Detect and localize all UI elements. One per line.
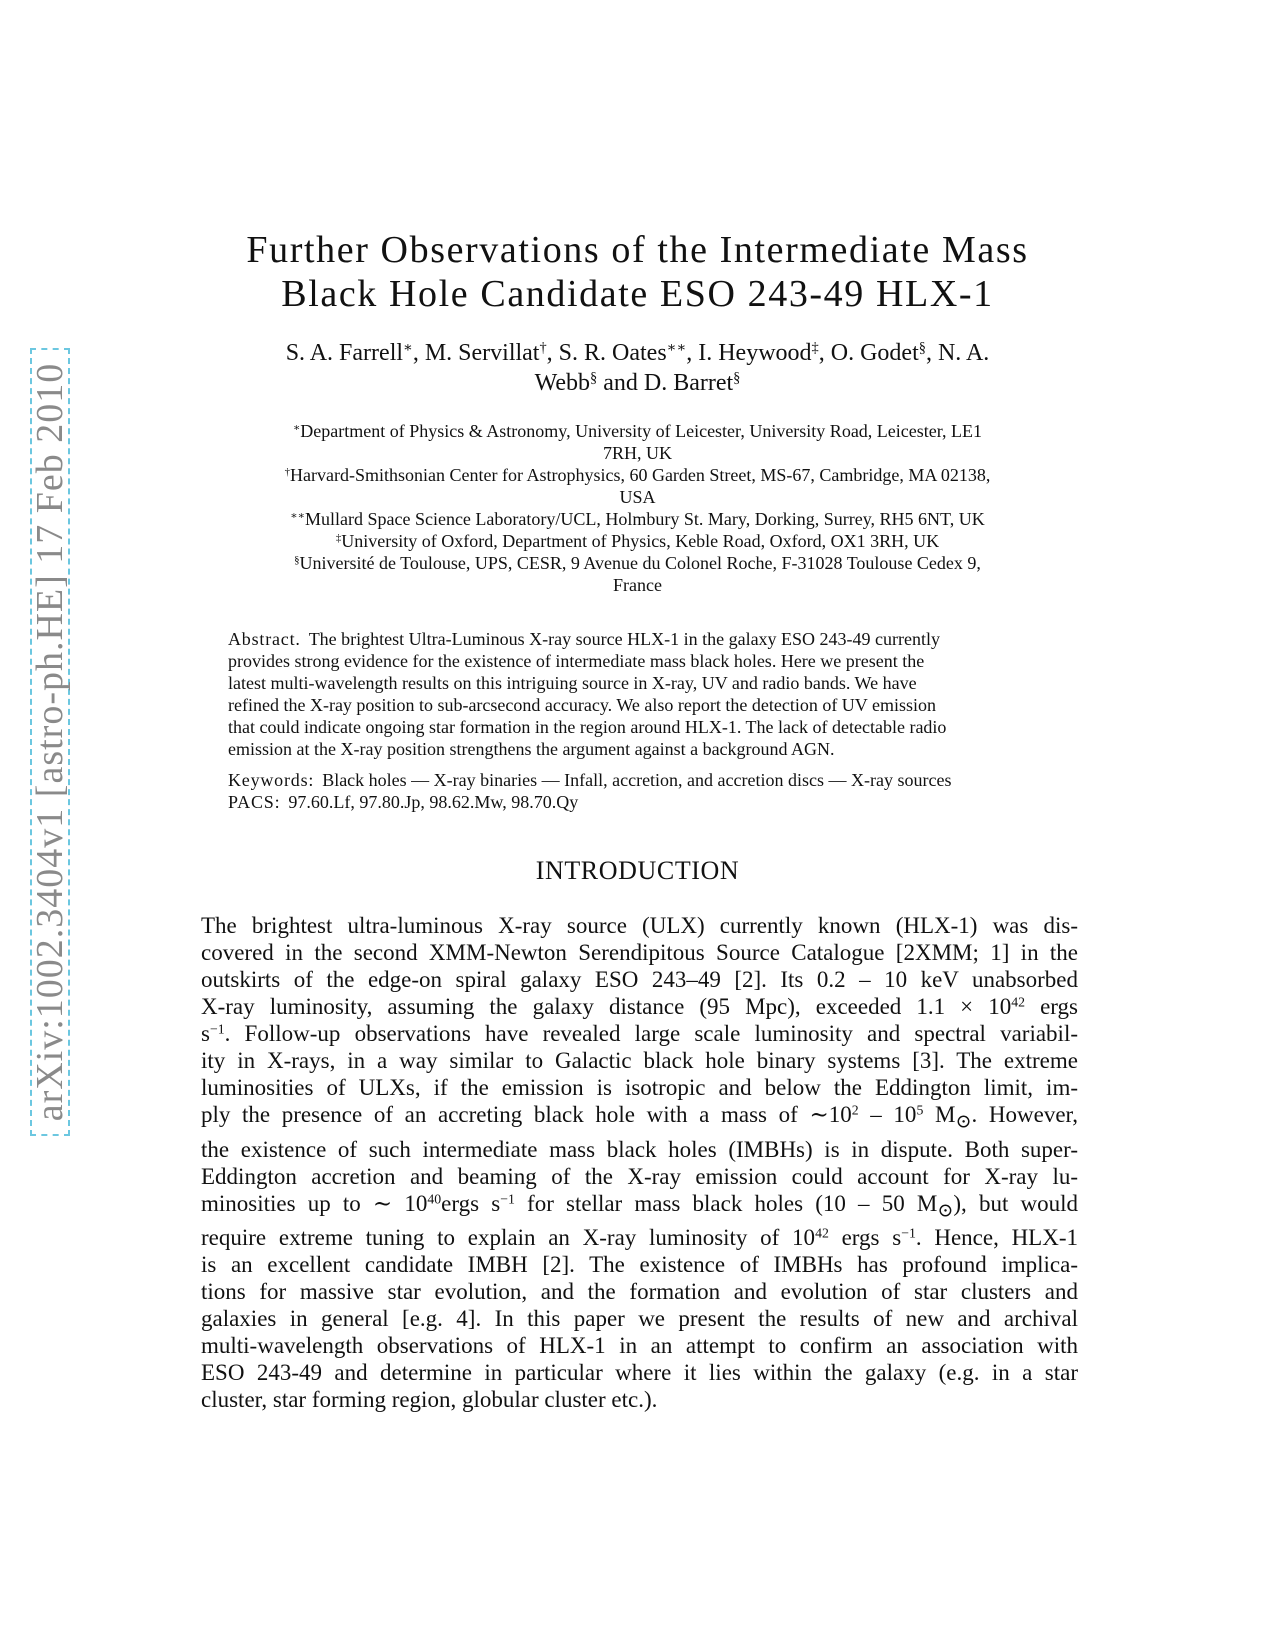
- body-text-fragment: ), but would: [953, 1190, 1078, 1216]
- affiliation-mark: †: [539, 340, 547, 357]
- body-line: The brightest ultra-luminous X-ray source (ULX) currently known (HLX-1) was dis-: [201, 913, 1078, 938]
- solar-symbol: ⊙: [937, 1200, 954, 1222]
- abstract-line: provides strong evidence for the existence of intermediate mass black holes. Here we present the: [228, 651, 925, 671]
- exponent: −1: [209, 1021, 225, 1037]
- author-line-1: [150, 338, 1125, 368]
- affiliation-mark: ∗∗: [666, 340, 687, 357]
- abstract-line: refined the X-ray position to sub-arcsecond accuracy. We also report the detection of UV emission: [228, 695, 936, 715]
- affiliation-mark: §: [918, 340, 926, 357]
- affiliation-mark: §: [590, 370, 598, 387]
- keywords-line: [228, 769, 1048, 791]
- affiliation-text: Department of Physics & Astronomy, University of Leicester, University Road, Leicester, LE1: [300, 421, 983, 441]
- keywords-text: Black holes — X-ray binaries — Infall, accretion, and accretion discs — X-ray sources: [322, 770, 952, 790]
- body-text-fragment: s: [201, 1021, 210, 1046]
- body-line: covered in the second XMM-Newton Serendipitous Source Catalogue [2XMM; 1] in the: [201, 940, 1078, 965]
- author-name: and D. Barret: [597, 370, 734, 396]
- body-line: [201, 1224, 1078, 1251]
- pacs-line: [228, 791, 1048, 813]
- affiliation-leicester-line-2: 7RH, UK: [602, 443, 672, 463]
- abstract-line: that could indicate ongoing star formation in the region around HLX-1. The lack of detectable radio: [228, 717, 947, 737]
- body-line: [201, 1190, 1078, 1225]
- author-name: , I. Heywood: [686, 340, 812, 366]
- section-heading-introduction: INTRODUCTION: [535, 856, 740, 885]
- body-line: [201, 1101, 1078, 1136]
- keywords-block: [228, 769, 1048, 813]
- exponent: 2: [851, 1102, 859, 1118]
- exponent: −1: [500, 1191, 515, 1207]
- body-text-fragment: . Hence, HLX-1: [915, 1225, 1079, 1251]
- solar-symbol: ⊙: [955, 1111, 972, 1133]
- affiliation-mullard: [200, 508, 1075, 530]
- author-name: Webb: [534, 370, 591, 396]
- author-name: , M. Servillat: [412, 340, 540, 366]
- abstract-line: latest multi-wavelength results on this intriguing source in X-ray, UV and radio bands. We have: [228, 673, 917, 693]
- body-text-fragment: M: [923, 1102, 956, 1127]
- exponent: 42: [1011, 994, 1026, 1010]
- affiliation-mark: §: [733, 370, 741, 387]
- author-name: , O. Godet: [818, 340, 919, 366]
- body-line: ESO 243-49 and determine in particular where it lies within the galaxy (e.g. in a star: [201, 1360, 1078, 1386]
- abstract-text: The brightest Ultra-Luminous X-ray source HLX-1 in the galaxy ESO 243-49 currently: [308, 629, 941, 649]
- introduction-body: [201, 912, 1078, 1413]
- affiliation-mark: ‡: [335, 532, 342, 545]
- affiliation-text: Mullard Space Science Laboratory/UCL, Holmbury St. Mary, Dorking, Surrey, RH5 6NT, UK: [304, 509, 985, 529]
- affiliation-toulouse-line-1: [200, 552, 1075, 574]
- affiliation-mark: ∗: [403, 340, 413, 357]
- affiliation-list: [200, 420, 1075, 596]
- paper-title-line-2: Black Hole Candidate ESO 243-49 HLX-1: [281, 273, 994, 315]
- affiliation-mark: ‡: [811, 340, 819, 357]
- body-line: luminosities of ULXs, if the emission is isotropic and below the Eddington limit, im-: [201, 1075, 1078, 1100]
- body-line: ity in X-rays, in a way similar to Galactic black hole binary systems [3]. The extreme: [201, 1048, 1078, 1073]
- body-text-fragment: – 10: [858, 1102, 917, 1127]
- body-line: tions for massive star evolution, and the formation and evolution of star clusters and: [201, 1279, 1078, 1305]
- arxiv-identifier-stamp: [30, 348, 70, 1136]
- pacs-text: 97.60.Lf, 97.80.Jp, 98.62.Mw, 98.70.Qy: [288, 792, 579, 812]
- affiliation-oxford: [200, 530, 1075, 552]
- author-list: [150, 338, 1125, 398]
- affiliation-mark: ∗: [292, 422, 301, 435]
- author-name: S. A. Farrell: [285, 340, 404, 366]
- body-text-fragment: ergs s: [441, 1190, 501, 1216]
- exponent: 40: [427, 1191, 442, 1207]
- body-text-fragment: ergs: [1025, 994, 1078, 1019]
- abstract-label: Abstract.: [228, 629, 301, 649]
- paper-title-line-1: Further Observations of the Intermediate Mass: [246, 229, 1029, 271]
- affiliation-mark: ∗∗: [290, 510, 305, 523]
- author-name: , N. A.: [925, 340, 990, 366]
- exponent: −1: [901, 1225, 916, 1241]
- body-line: [201, 1020, 1078, 1047]
- affiliation-leicester-line-1: [200, 420, 1075, 442]
- body-line: is an excellent candidate IMBH [2]. The existence of IMBHs has profound implica-: [201, 1252, 1078, 1278]
- body-text-fragment: for stellar mass black holes (10 – 50 M: [514, 1190, 938, 1216]
- affiliation-text: Harvard-Smithsonian Center for Astrophysics, 60 Garden Street, MS-67, Cambridge, MA 02138,: [290, 465, 991, 485]
- body-text-fragment: require extreme tuning to explain an X-ray luminosity of 10: [201, 1225, 816, 1251]
- body-line: cluster, star forming region, globular cluster etc.).: [201, 1387, 658, 1413]
- body-line: Eddington accretion and beaming of the X-ray emission could account for X-ray lu-: [201, 1163, 1078, 1189]
- body-line: the existence of such intermediate mass black holes (IMBHs) is in dispute. Both super-: [201, 1136, 1078, 1162]
- body-text-fragment: X-ray luminosity, assuming the galaxy distance (95 Mpc), exceeded 1.1 × 10: [201, 994, 1012, 1019]
- affiliation-text: Université de Toulouse, UPS, CESR, 9 Avenue du Colonel Roche, F-31028 Toulouse Cedex 9,: [299, 553, 981, 573]
- body-line: multi-wavelength observations of HLX-1 in an attempt to confirm an association with: [201, 1333, 1078, 1359]
- keywords-label: Keywords:: [228, 770, 315, 790]
- body-text-fragment: minosities up to ∼ 10: [201, 1190, 428, 1216]
- body-text-fragment: . Follow-up observations have revealed large scale luminosity and spectral variabil-: [224, 1021, 1078, 1046]
- arxiv-identifier-text: arXiv:1002.3404v1 [astro-ph.HE] 17 Feb 2010: [29, 362, 71, 1122]
- affiliation-mark: §: [294, 554, 300, 567]
- affiliation-text: University of Oxford, Department of Physics, Keble Road, Oxford, OX1 3RH, UK: [341, 531, 940, 551]
- body-text-fragment: ergs s: [828, 1225, 902, 1251]
- body-text-fragment: ply the presence of an accreting black hole with a mass of ∼10: [201, 1102, 852, 1127]
- body-text-fragment: . However,: [971, 1102, 1079, 1127]
- affiliation-mark: †: [284, 466, 290, 479]
- abstract: [228, 628, 1048, 760]
- exponent: 42: [815, 1225, 829, 1241]
- body-line: galaxies in general [e.g. 4]. In this paper we present the results of new and archival: [201, 1306, 1078, 1332]
- exponent: 5: [916, 1102, 924, 1118]
- abstract-line: emission at the X-ray position strengthens the argument against a background AGN.: [228, 739, 835, 759]
- affiliation-toulouse-line-2: France: [613, 575, 662, 595]
- affiliation-harvard-line-2: USA: [619, 487, 656, 507]
- author-name: , S. R. Oates: [546, 340, 667, 366]
- abstract-line: [228, 628, 1048, 650]
- paper-title: [150, 228, 1125, 316]
- body-line: outskirts of the edge-on spiral galaxy ESO 243–49 [2]. Its 0.2 – 10 keV unabsorbed: [201, 967, 1078, 992]
- author-line-2: [150, 368, 1125, 398]
- pacs-label: PACS:: [228, 792, 281, 812]
- affiliation-harvard-line-1: [200, 464, 1075, 486]
- body-line: [201, 993, 1078, 1020]
